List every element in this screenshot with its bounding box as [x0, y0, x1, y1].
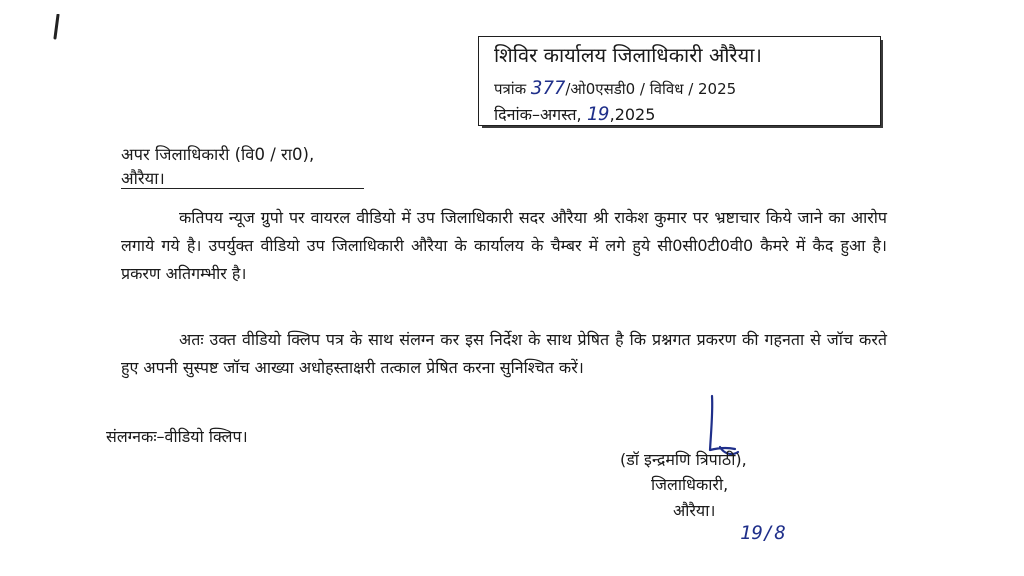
- addressee-underline: [121, 188, 364, 189]
- body-paragraph-2: अतः उक्त वीडियो क्लिप पत्र के साथ संलग्न कर इस निर्देश के साथ प्रेषित है कि प्रश्नगत प्रकरण की गहनता से जॉच करते हुए अपनी सुस्पष्ट जॉच आख्या अधोहस्ताक्षरी तत्काल प्रेषित करना सुनिश्चित करें।: [121, 330, 887, 377]
- addressee-title: अपर जिलाधिकारी (वि0 / रा0),: [121, 145, 315, 164]
- letter-date: [494, 103, 655, 125]
- reference-number: [494, 77, 736, 99]
- signatory-designation: जिलाधिकारी,: [651, 475, 729, 494]
- signatory-place: औरैया।: [673, 501, 716, 520]
- office-title: शिविर कार्यालय जिलाधिकारी औरैया।: [494, 43, 762, 67]
- addressee-place: औरैया।: [121, 169, 165, 188]
- ref-suffix: /ओ0एसडी0 / विविध / 2025: [565, 80, 737, 98]
- ref-prefix: पत्रांक: [494, 80, 527, 98]
- date-prefix: दिनांक–अगस्त,: [494, 105, 582, 124]
- date-day-handwritten: 19: [586, 103, 610, 125]
- handwritten-sign-date: 19/8: [740, 522, 786, 544]
- ref-number-handwritten: 377: [531, 77, 566, 99]
- pen-mark-icon: [52, 14, 61, 40]
- signatory-name: (डॉ इन्द्रमणि त्रिपाठी),: [620, 450, 747, 469]
- date-suffix: ,2025: [609, 105, 656, 124]
- letterhead-box: [478, 36, 881, 126]
- enclosure-note: संलग्नकः–वीडियो क्लिप।: [106, 427, 248, 446]
- body-paragraph-1: कतिपय न्यूज ग्रुपो पर वायरल वीडियो में उप जिलाधिकारी सदर औरैया श्री राकेश कुमार पर भ्रष्टाचार किये जाने का आरोप लगाये गये है। उपर्युक्त वीडियो उप जिलाधिकारी औरैया के कार्यालय के चैम्बर में लगे हुये सी0सी0टी0वी0 कैमरे में कैद हुआ है। प्रकरण अतिगम्भीर है।: [121, 208, 887, 283]
